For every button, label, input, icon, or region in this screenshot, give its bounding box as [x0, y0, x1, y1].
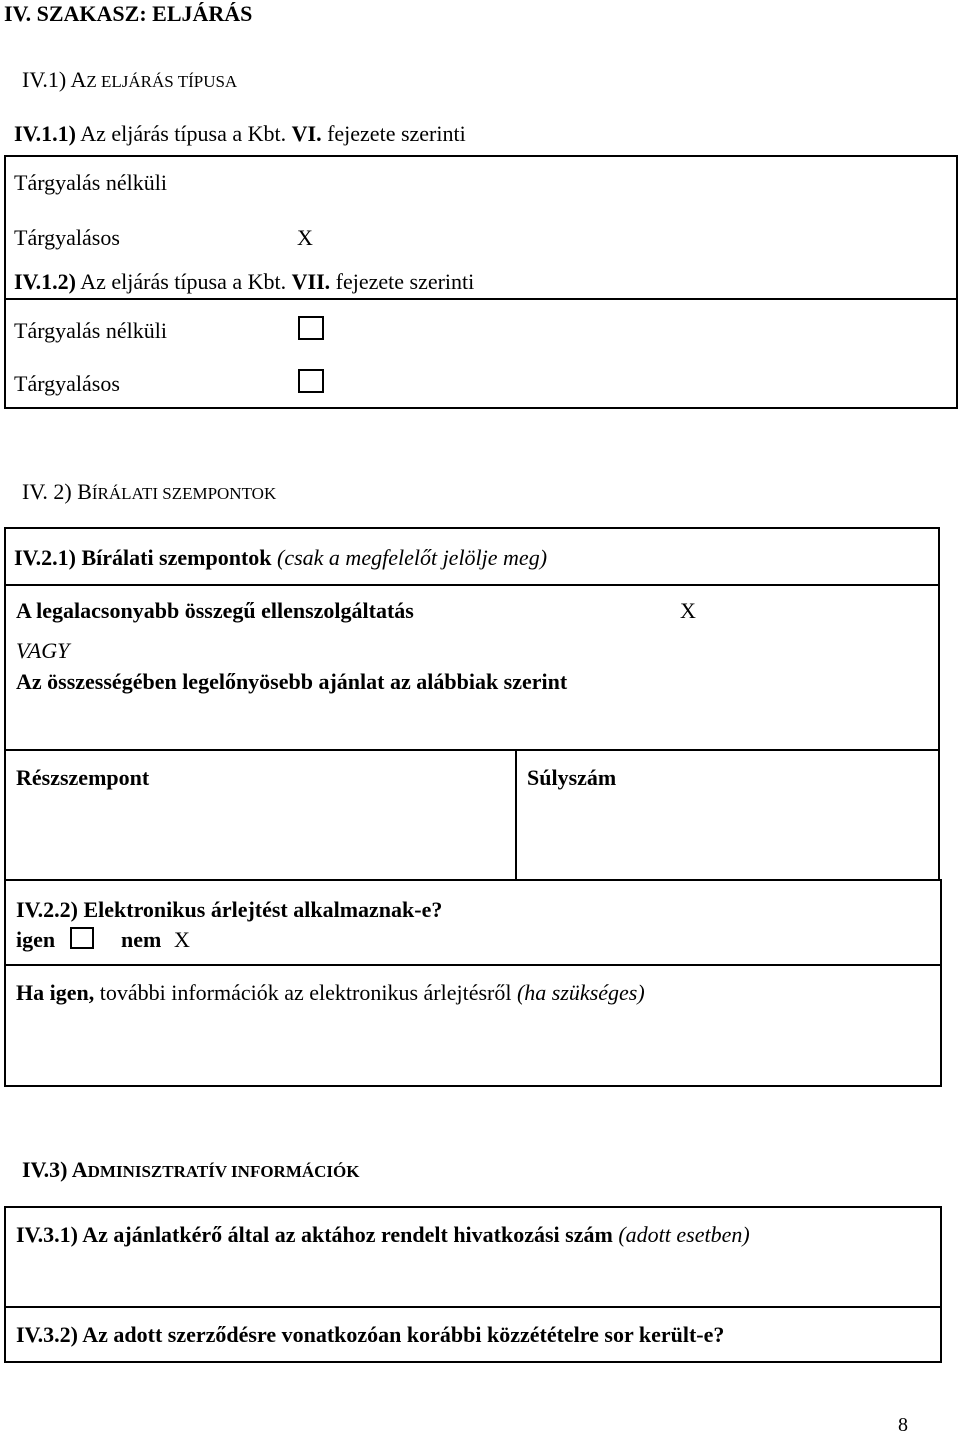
heading-num: IV.3) A: [22, 1157, 88, 1182]
divider: [4, 1306, 942, 1308]
info-text: további információk az elektronikus árlejtésről: [99, 980, 512, 1005]
opt3-label: Tárgyalás nélküli: [14, 318, 167, 343]
crit1-label: A legalacsonyabb összegű ellenszolgáltatás: [16, 598, 414, 623]
table-right-border: [938, 749, 940, 881]
s412-line: [14, 269, 474, 295]
s411-bold: VI.: [291, 121, 322, 146]
no-mark[interactable]: X: [174, 927, 190, 952]
info-note: (ha szükséges): [516, 980, 645, 1005]
yes-label: igen: [16, 927, 56, 952]
opt4-checkbox[interactable]: [298, 369, 324, 393]
page-number: 8: [898, 1414, 908, 1436]
s422-num: IV.2.2): [16, 897, 78, 922]
s411-line: [14, 121, 466, 147]
table-left-border: [4, 749, 6, 881]
yes-checkbox[interactable]: [70, 927, 94, 949]
opt1-label: Tárgyalás nélküli: [14, 170, 167, 195]
s431-note: (adott esetben): [618, 1222, 750, 1247]
s412-bold: VII.: [291, 269, 331, 294]
heading-eljaras-tipusa: [22, 67, 237, 93]
s432-text: IV.3.2) Az adott szerződésre vonatkozóan korábbi közzétételre sor került-e?: [16, 1322, 725, 1347]
s421-text: Bírálati szempontok: [81, 545, 272, 570]
s422-line: [16, 897, 442, 923]
no-label: nem: [121, 927, 162, 952]
s421-line: [14, 545, 547, 571]
col-reszszempont: Részszempont: [16, 765, 150, 790]
col-sulyszam: Súlyszám: [527, 765, 617, 790]
heading-num: IV.1) A: [22, 67, 87, 92]
s412-rest: fejezete szerinti: [335, 269, 475, 294]
heading-smallcaps: Z ELJÁRÁS TÍPUSA: [86, 72, 238, 91]
s411-rest: fejezete szerinti: [327, 121, 466, 146]
crit1-mark[interactable]: X: [680, 598, 696, 623]
divider: [4, 584, 940, 586]
divider: [4, 298, 958, 300]
opt2-label: Tárgyalásos: [14, 225, 120, 250]
s411-text: Az eljárás típusa a Kbt.: [80, 121, 287, 146]
crit2-label: Az összességében legelőnyösebb ajánlat az alábbiak szerint: [16, 669, 568, 694]
s411-num: IV.1.1): [14, 121, 76, 146]
s421-num: IV.2.1): [14, 545, 76, 570]
info-bold: Ha igen,: [16, 980, 95, 1005]
s412-text: Az eljárás típusa a Kbt.: [80, 269, 287, 294]
s431-line: [16, 1222, 750, 1248]
divider: [4, 964, 942, 966]
s421-note: (csak a megfelelőt jelölje meg): [277, 545, 548, 570]
opt2-mark[interactable]: X: [297, 225, 313, 250]
heading-smallcaps: DMINISZTRATÍV INFORMÁCIÓK: [87, 1162, 360, 1181]
s431-text: IV.3.1) Az ajánlatkérő által az aktához rendelt hivatkozási szám: [16, 1222, 613, 1247]
heading-adminisztrativ: [22, 1157, 360, 1183]
info-line: [16, 980, 645, 1006]
opt3-checkbox[interactable]: [298, 316, 324, 340]
heading-smallcaps: ÍRÁLATI SZEMPONTOK: [91, 484, 277, 503]
s412-num: IV.1.2): [14, 269, 76, 294]
heading-num: IV. 2) B: [22, 479, 92, 504]
s422-text: Elektronikus árlejtést alkalmaznak-e?: [83, 897, 443, 922]
or-text: VAGY: [16, 638, 70, 663]
heading-biralati-szempontok: [22, 479, 276, 505]
opt4-label: Tárgyalásos: [14, 371, 120, 396]
section-title: IV. SZAKASZ: ELJÁRÁS: [4, 1, 253, 26]
table-column-divider: [515, 749, 517, 881]
